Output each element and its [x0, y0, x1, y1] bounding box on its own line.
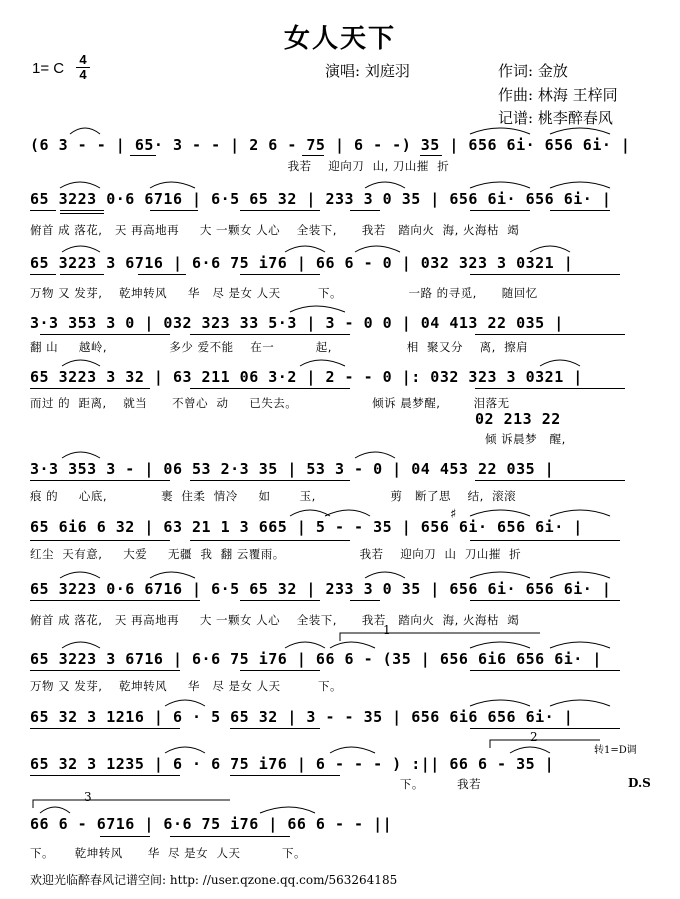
beam	[475, 334, 625, 335]
footer-text: 欢迎光临醉春风记谱空间: http: //user.qzone.qq.com/563264185	[30, 873, 398, 887]
slur	[530, 246, 570, 252]
beam	[138, 274, 186, 275]
lyric-line-9: 万物 又 发芽, 乾坤转风 华 尽 是女 人天 下。	[30, 679, 343, 693]
beam	[470, 274, 620, 275]
lyric-line-4: 翻 山 越岭, 多少 爱不能 在一 起, 相 聚又分 离, 擦肩	[30, 340, 529, 354]
slur	[60, 182, 100, 188]
slur	[470, 182, 530, 188]
composer-credit: 作曲: 林海 王梓同	[498, 86, 618, 104]
beam	[150, 210, 198, 211]
slur	[365, 572, 405, 578]
volta-1-bracket	[340, 633, 540, 641]
beam	[470, 210, 530, 211]
score-line-6: 3·3 353 3 - | 06 53 2·3 35 | 53 3 - 0 | 04 453 22 035 |	[30, 460, 555, 478]
beam	[30, 274, 56, 275]
slur	[62, 246, 100, 252]
slur	[550, 700, 610, 706]
beam	[40, 334, 170, 335]
slur	[62, 360, 100, 366]
beam	[470, 540, 620, 541]
slur	[550, 572, 610, 578]
beam	[100, 836, 150, 837]
slur	[290, 306, 345, 312]
volta-2-bracket	[490, 740, 600, 748]
score-line-8: 65 3223 0·6 6716 | 6·5 65 32 | 233 3 0 35 | 656 6i· 656 6i· |	[30, 580, 612, 598]
beam	[470, 600, 620, 601]
slur	[40, 807, 70, 813]
slur	[285, 246, 325, 252]
time-bottom: 4	[79, 67, 87, 82]
lyric-line-6: 痕 的 心底, 裹 住柔 情冷 如 玉, 剪 断了思 结, 滚滚	[30, 489, 517, 503]
score-line-3: 65 3223 3 6716 | 6·6 75 i76 | 66 6 - 0 | 032 323 3 0321 |	[30, 254, 574, 272]
beam	[350, 600, 380, 601]
slur	[70, 128, 100, 134]
beam	[30, 480, 170, 481]
score-line-7: 65 6i6 6 32 | 63 21 1 3 665 | 5 - - 35 | 656 6i· 656 6i· |	[30, 518, 583, 536]
volta-3-label: 3	[84, 790, 92, 804]
score-line-12: 66 6 - 6716 | 6·6 75 i76 | 66 6 - - ||	[30, 815, 393, 833]
beam	[302, 155, 324, 156]
beam	[230, 775, 340, 776]
beam	[240, 274, 320, 275]
beam	[240, 600, 320, 601]
lyric-line-1: 我若 迎向刀 山, 刀山摧 折	[30, 159, 450, 173]
lyric-line-7: 红尘 天有意, 大爱 无疆 我 翻 云覆雨。 我若 迎向刀 山 刀山摧 折	[30, 547, 522, 561]
beam	[550, 210, 610, 211]
slur	[550, 128, 610, 134]
lyric-line-2: 俯首 成 落花, 天 再高地再 大 一颗女 人心 全装下, 我若 踏向火 海, 火海枯 竭	[30, 223, 520, 237]
lyricist-credit: 作词: 金放	[498, 62, 568, 80]
score-line-10: 65 32 3 1216 | 6 · 5 65 32 | 3 - - 35 | 656 6i6 656 6i· |	[30, 708, 574, 726]
score-line-2: 65 3223 0·6 6716 | 6·5 65 32 | 233 3 0 35 | 656 6i· 656 6i· |	[30, 190, 612, 208]
ds-mark: D.S	[628, 776, 651, 790]
beam	[475, 480, 625, 481]
beam	[30, 670, 180, 671]
beam	[130, 155, 156, 156]
volta-3-bracket	[33, 800, 230, 808]
slur	[325, 510, 370, 516]
lyric-line-11: 下。 我若	[30, 777, 482, 791]
sharp-sign: ♯	[450, 507, 457, 522]
beam	[240, 670, 320, 671]
score-line-5: 65 3223 3 32 | 63 211 06 3·2 | 2 - - 0 |: 032 323 3 0321 |	[30, 368, 583, 386]
slur	[330, 642, 375, 648]
transcriber-credit: 记谱: 桃李醉春风	[498, 109, 613, 127]
beam	[470, 670, 620, 671]
volta-2-label: 2	[530, 730, 538, 744]
alt-score-line: 02 213 22	[475, 410, 561, 428]
slur	[60, 572, 100, 578]
beam	[420, 155, 442, 156]
slur	[540, 360, 580, 366]
beam	[30, 388, 150, 389]
lyric-line-5: 而过 的 距离, 就当 不曾心 动 已失去。 倾诉 晨梦醒, 泪落无	[30, 396, 510, 410]
slur	[470, 700, 530, 706]
slur	[165, 700, 205, 706]
slur	[365, 182, 405, 188]
slur	[62, 642, 100, 648]
slur	[300, 360, 345, 366]
score-line-1: (6 3 - - | 65· 3 - - | 2 6 - 75 | 6 - -) 35 | 656 6i· 656 6i· |	[30, 136, 631, 154]
beam	[190, 480, 350, 481]
lyric-line-12: 下。 乾坤转风 华 尽 是女 人天 下。	[30, 846, 307, 860]
beam	[60, 274, 104, 275]
lyric-line-3: 万物 又 发芽, 乾坤转风 华 尽 是女 人天 下。 一路 的寻觅, 随回忆	[30, 286, 538, 300]
slur	[470, 642, 530, 648]
slur	[510, 747, 550, 753]
score-line-9: 65 3223 3 6716 | 6·6 75 i76 | 66 6 - (35 | 656 6i6 656 6i· |	[30, 650, 602, 668]
song-title: 女人天下	[283, 24, 396, 54]
time-top: 4	[79, 52, 87, 67]
slur	[290, 510, 330, 516]
slur	[165, 747, 205, 753]
slur	[550, 642, 610, 648]
slur	[470, 510, 530, 516]
slur	[330, 747, 375, 753]
lyric-line-8: 俯首 成 落花, 天 再高地再 大 一颗女 人心 全装下, 我若 踏向火 海, 火海枯 竭	[30, 613, 520, 627]
beam	[190, 334, 350, 335]
beam	[30, 600, 200, 601]
slur	[355, 452, 395, 458]
score-line-4: 3·3 353 3 0 | 032 323 33 5·3 | 3 - 0 0 | 04 413 22 035 |	[30, 314, 564, 332]
beam	[190, 388, 350, 389]
beam	[30, 210, 56, 211]
slur	[62, 452, 100, 458]
beam	[30, 775, 180, 776]
beam	[475, 388, 625, 389]
beam	[30, 728, 180, 729]
slur	[260, 807, 315, 813]
slur	[550, 510, 610, 516]
slur	[355, 246, 400, 252]
beam	[170, 836, 290, 837]
beam	[240, 210, 320, 211]
slur	[150, 182, 195, 188]
key-signature: 1= C	[32, 60, 65, 77]
score-line-11: 65 32 3 1235 | 6 · 6 75 i76 | 6 - - - ) :|| 66 6 - 35 |	[30, 755, 555, 773]
volta-1-label: 1	[383, 623, 391, 637]
alt-lyric-line: 倾 诉晨梦 醒,	[485, 432, 566, 446]
slur	[150, 572, 195, 578]
beam	[30, 540, 170, 541]
modulation-note: 转1=D调	[594, 745, 637, 756]
slur	[470, 572, 530, 578]
beam	[350, 210, 380, 211]
beam	[230, 728, 320, 729]
beam	[470, 728, 620, 729]
slur	[285, 642, 325, 648]
beam	[60, 213, 104, 214]
singer-credit: 演唱: 刘庭羽	[325, 62, 410, 80]
beam	[60, 210, 104, 211]
slur	[470, 128, 530, 134]
beam	[190, 540, 350, 541]
slur	[550, 182, 610, 188]
